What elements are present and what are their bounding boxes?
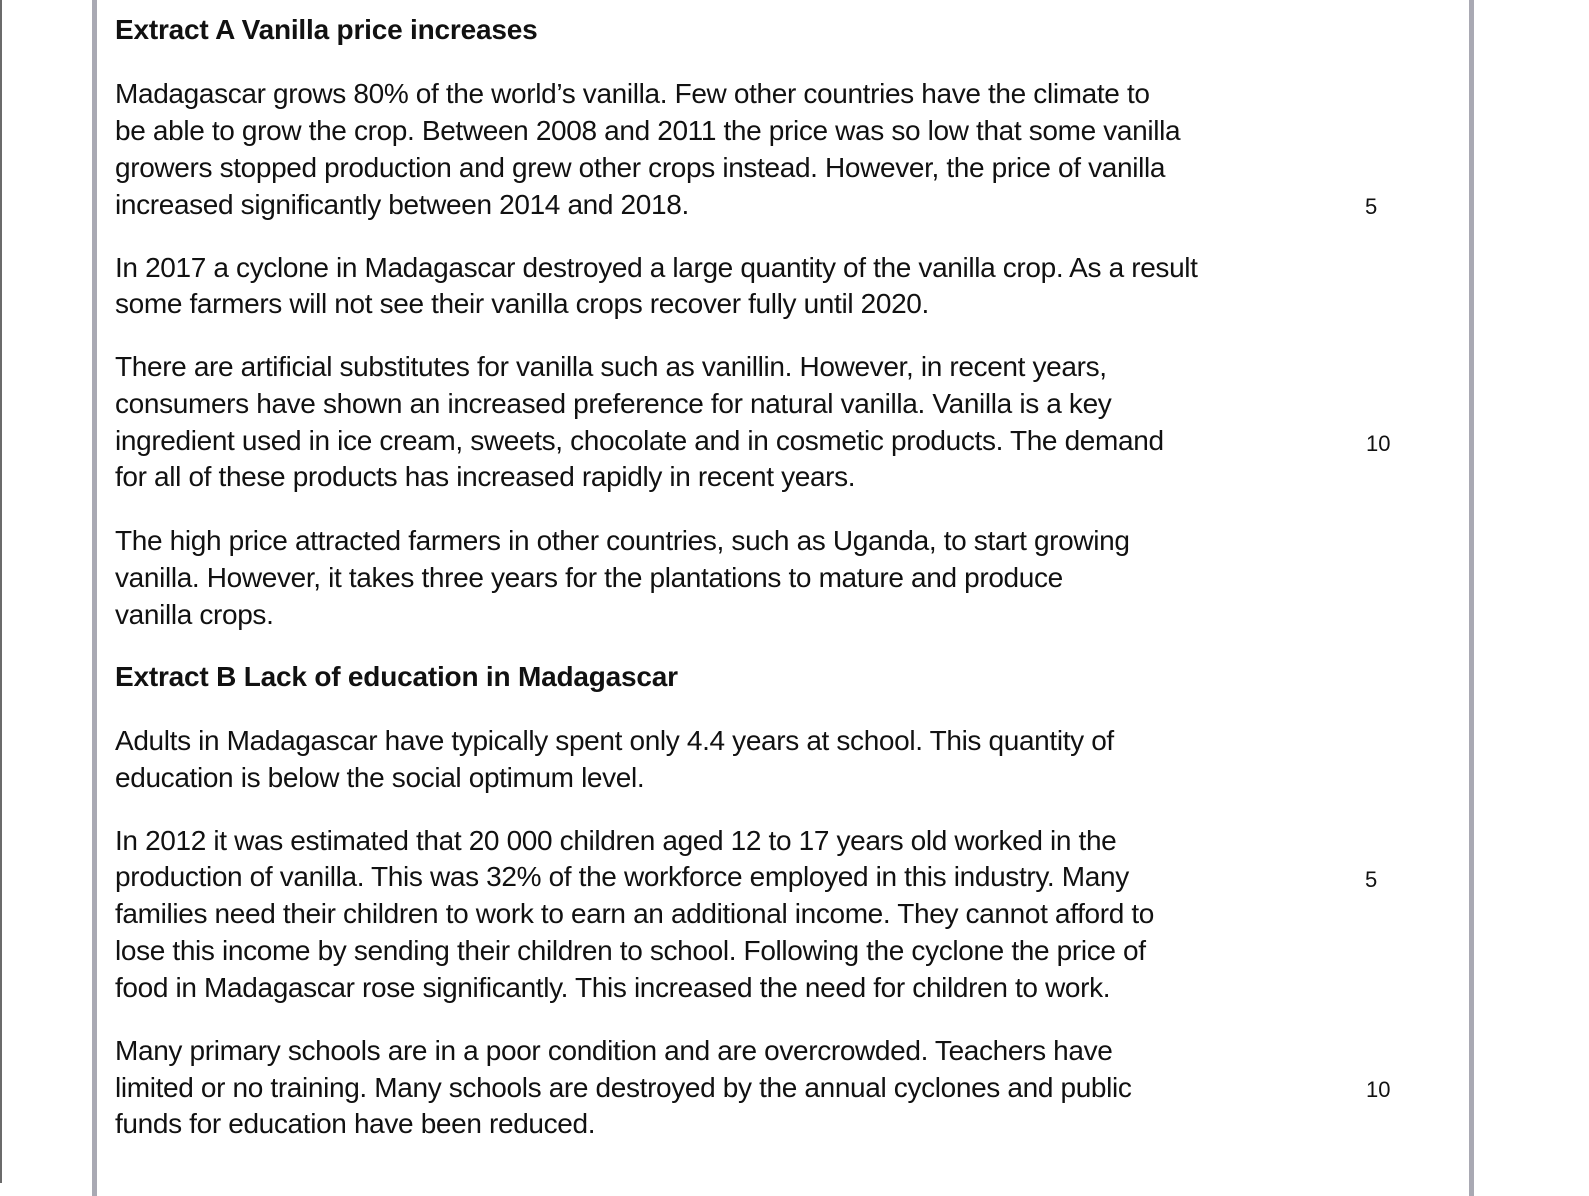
line-number-marker: 5	[1365, 194, 1378, 219]
extract-a-heading: Extract A Vanilla price increases	[115, 14, 538, 45]
line-number-marker: 10	[1366, 1077, 1391, 1102]
text-line: ingredient used in ice cream, sweets, chocolate and in cosmetic products. The demand	[115, 425, 1164, 456]
text-line: Adults in Madagascar have typically spent only 4.4 years at school. This quantity of	[115, 725, 1114, 756]
text-line: There are artificial substitutes for vanilla such as vanillin. However, in recent years,	[115, 351, 1107, 382]
text-line: be able to grow the crop. Between 2008 and 2011 the price was so low that some vanilla	[115, 115, 1181, 146]
text-line: vanilla. However, it takes three years for the plantations to mature and produce	[115, 562, 1063, 593]
text-line: families need their children to work to earn an additional income. They cannot afford to	[115, 898, 1155, 929]
page-left-edge	[0, 0, 2, 1183]
line-number-marker: 10	[1366, 431, 1391, 456]
text-line: some farmers will not see their vanilla crops recover fully until 2020.	[115, 288, 929, 319]
text-line: for all of these products has increased rapidly in recent years.	[115, 461, 856, 492]
text-line: In 2012 it was estimated that 20 000 children aged 12 to 17 years old worked in the	[115, 825, 1117, 856]
text-line: growers stopped production and grew other crops instead. However, the price of vanilla	[115, 152, 1166, 183]
text-line: Madagascar grows 80% of the world’s vanilla. Few other countries have the climate to	[115, 78, 1150, 109]
extract-content	[115, 0, 1445, 1183]
text-line: Many primary schools are in a poor condition and are overcrowded. Teachers have	[115, 1035, 1113, 1066]
text-line: The high price attracted farmers in other countries, such as Uganda, to start growing	[115, 525, 1130, 556]
text-line: production of vanilla. This was 32% of the workforce employed in this industry. Many	[115, 861, 1129, 892]
text-line: funds for education have been reduced.	[115, 1108, 596, 1139]
extract-b-heading: Extract B Lack of education in Madagascar	[115, 661, 678, 692]
text-line: vanilla crops.	[115, 599, 274, 630]
text-line: education is below the social optimum level.	[115, 762, 645, 793]
text-line: lose this income by sending their children to school. Following the cyclone the price of	[115, 935, 1146, 966]
text-line: consumers have shown an increased preference for natural vanilla. Vanilla is a key	[115, 388, 1112, 419]
text-line: increased significantly between 2014 and 2018.	[115, 189, 689, 220]
text-line: limited or no training. Many schools are destroyed by the annual cyclones and public	[115, 1072, 1132, 1103]
text-line: In 2017 a cyclone in Madagascar destroyed a large quantity of the vanilla crop. As a result	[115, 252, 1198, 283]
text-line: food in Madagascar rose significantly. This increased the need for children to work.	[115, 972, 1111, 1003]
line-number-marker: 5	[1365, 867, 1378, 892]
